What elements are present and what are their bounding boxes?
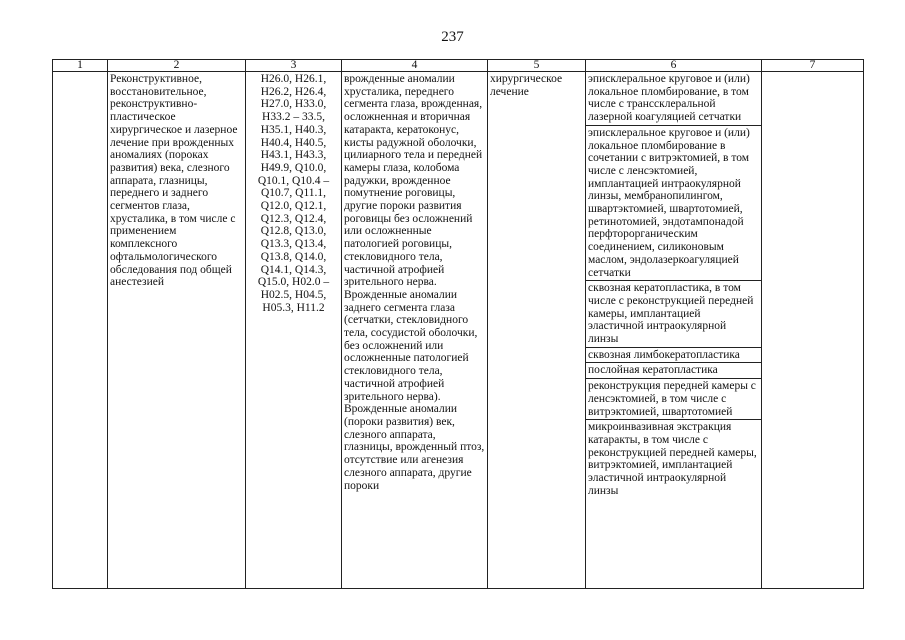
treatment-table [52,59,864,589]
header-col-2: 2 [108,60,246,72]
page-number: 237 [441,29,464,45]
method-item: микроинвазивная экстракция катаракты, в том числе с реконструкцией передней камеры, витрэктомией, имплантацией эластичной интраокулярной линзы [588,421,757,497]
method-item: сквозная лимбокератопластика [586,348,761,364]
method-item: сквозная кератопластика, в том числе с реконструкцией передней камеры, имплантацией эластичной интраокулярной линзы [586,281,761,348]
cell-treatment-methods [586,72,762,589]
table-header-row [53,60,864,72]
method-item: эписклеральное круговое и (или) локальное пломбирование в сочетании с витрэктомией, в том числе с ленсэктомией, имплантацией интраокулярной линзы, мембранопилингом, швартэктомией, швартотомией, ретинотомией, эндотампонадой перфторорганическим соединением, силиконовым маслом, эндолазеркоагуляцией сетчатки [586,126,761,281]
cell-cost [762,72,864,589]
header-col-3: 3 [246,60,342,72]
header-col-6: 6 [586,60,762,72]
cell-number [53,72,108,589]
method-item: реконструкция передней камеры с ленсэктомией, в том числе с витрэктомией, швартотомией [586,379,761,420]
header-col-4: 4 [342,60,488,72]
cell-treatment-kind: хирургическое лечение [488,72,586,589]
cell-patient-model: врожденные аномалии хрусталика, переднего сегмента глаза, врожденная, осложненная и вторичная катаракта, кератоконус, кисты радужной оболочки, цилиарного тела и передней камеры глаза, колобома радужки, врожденное помутнение роговицы, другие пороки развития роговицы без осложнений или осложненные патологией роговицы, стекловидного тела, частичной атрофией зрительного нерва. Врожденные аномалии заднего сегмента глаза (сетчатки, стекловидного тела, сосудистой оболочки, без осложнений или осложненные патологией стекловидного тела, частичной атрофией зрительного нерва). Врожденные аномалии (пороки развития) век, слезного аппарата, глазницы, врожденный птоз, отсутствие или агенезия слезного аппарата, другие пороки [342,72,488,589]
cell-icd-codes: H26.0, H26.1, H26.2, H26.4, H27.0, H33.0, H33.2 – 33.5, H35.1, H40.3, H40.4, H40.5, H43.1, H43.3, H49.9, Q10.0, Q10.1, Q10.4 – Q10.7, Q11.1, Q12.0, Q12.1, Q12.3, Q12.4, Q12.8, Q13.0, Q13.3, Q13.4, Q13.8, Q14.0, Q14.1, Q14.3, Q15.0, H02.0 – H02.5, H04.5, H05.3, H11.2 [246,72,342,589]
header-col-1: 1 [53,60,108,72]
cell-treatment-type: Реконструктивное, восстановительное, реконструктивно-пластическое хирургическое и лазерное лечение при врожденных аномалиях (пороках развития) века, слезного аппарата, глазницы, переднего и заднего сегментов глаза, хрусталика, в том числе с применением комплексного офтальмологического обследования под общей анестезией [108,72,246,589]
method-item: эписклеральное круговое и (или) локальное пломбирование, в том числе с транссклеральной лазерной коагуляцией сетчатки [586,72,761,126]
method-item: послойная кератопластика [586,363,761,379]
header-col-7: 7 [762,60,864,72]
table-row [53,72,864,589]
header-col-5: 5 [488,60,586,72]
